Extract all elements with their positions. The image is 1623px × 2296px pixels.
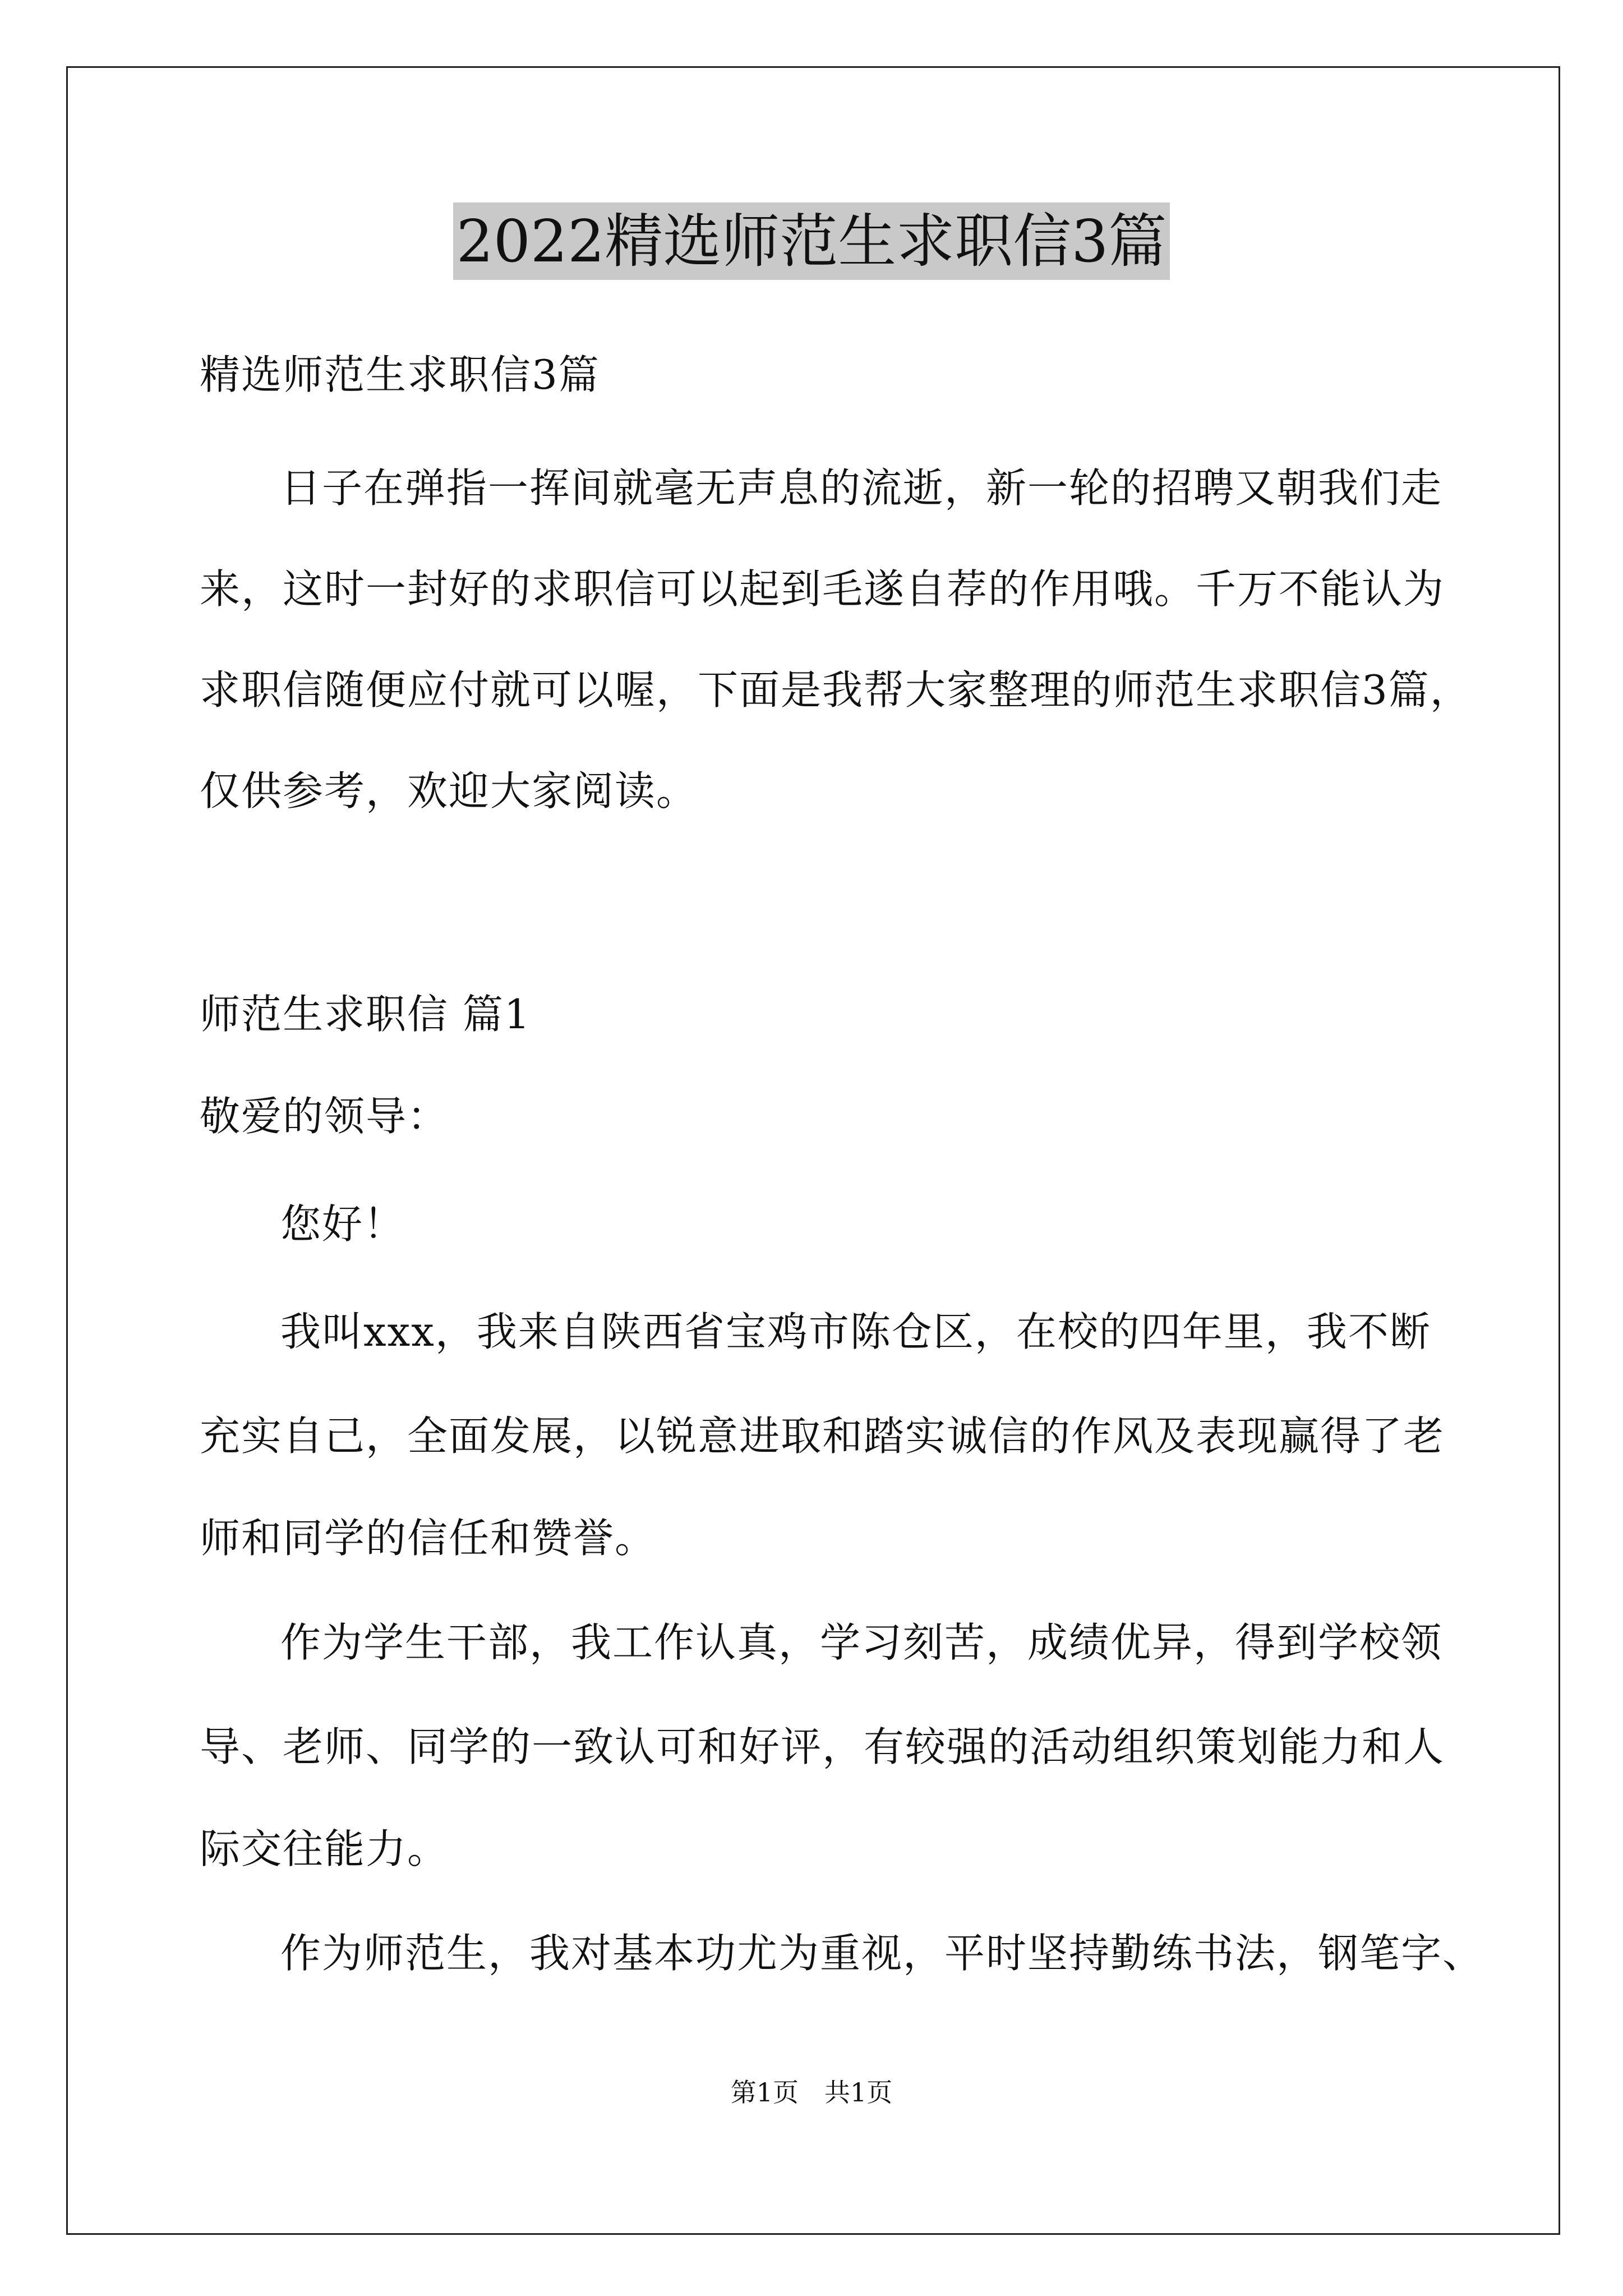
salutation: 敬爱的领导： [200, 1093, 449, 1140]
intro-line-3: 求职信随便应付就可以喔，下面是我帮大家整理的师范生求职信3篇， [200, 666, 1472, 714]
body-line-4: 作为学生干部，我工作认真，学习刻苦，成绩优异，得到学校领 [280, 1619, 1443, 1666]
body-line-5: 导、老师、同学的一致认可和好评，有较强的活动组织策划能力和人 [200, 1723, 1445, 1770]
document-title-text: 2022精选师范生求职信3篇 [453, 203, 1170, 280]
document-subtitle: 精选师范生求职信3篇 [200, 351, 600, 398]
body-line-6: 际交往能力。 [200, 1825, 449, 1872]
intro-line-1: 日子在弹指一挥间就毫无声息的流逝，新一轮的招聘又朝我们走 [280, 464, 1443, 512]
greeting: 您好！ [280, 1200, 405, 1248]
section-heading: 师范生求职信 篇1 [200, 991, 531, 1038]
page-footer: 第1页 共1页 [730, 2077, 893, 2108]
intro-line-2: 来，这时一封好的求职信可以起到毛遂自荐的作用哦。千万不能认为 [200, 565, 1445, 613]
intro-line-4: 仅供参考，欢迎大家阅读。 [200, 767, 698, 815]
body-line-1: 我叫xxx，我来自陕西省宝鸡市陈仓区，在校的四年里，我不断 [280, 1308, 1431, 1355]
document-title [0, 202, 1623, 280]
body-line-2: 充实自己，全面发展，以锐意进取和踏实诚信的作风及表现赢得了老 [200, 1412, 1445, 1460]
body-line-7: 作为师范生，我对基本功尤为重视，平时坚持勤练书法，钢笔字、 [280, 1930, 1484, 1977]
body-line-3: 师和同学的信任和赞誉。 [200, 1515, 657, 1562]
